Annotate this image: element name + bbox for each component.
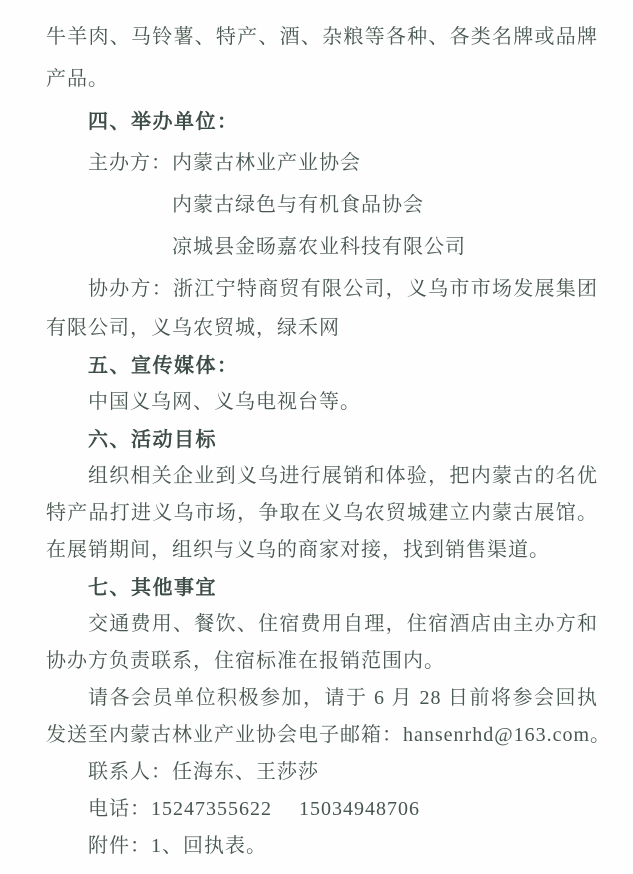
- text-line-goals-3: 在展销期间，组织与义乌的商家对接，找到销售渠道。: [46, 539, 550, 561]
- text-line-coorganizer-1: 协办方：浙江宁特商贸有限公司，义乌市市场发展集团: [88, 278, 598, 300]
- heading-section-7-other: 七、其他事宜: [88, 575, 217, 599]
- text-line-attachment: 附件：1、回执表。: [88, 835, 267, 857]
- text-line-reply-email: 发送至内蒙古林业产业协会电子邮箱：hansenrhd@163.com。: [46, 724, 612, 746]
- heading-section-5-media: 五、宣传媒体：: [88, 353, 239, 377]
- text-line-other-1: 交通费用、餐饮、住宿费用自理，住宿酒店由主办方和: [88, 613, 598, 635]
- heading-section-4-hosts: 四、举办单位：: [88, 109, 239, 133]
- heading-section-6-goals: 六、活动目标: [88, 427, 217, 451]
- text-line-organizer-2: 内蒙古绿色与有机食品协会: [172, 194, 424, 216]
- text-line-reply-1: 请各会员单位积极参加，请于 6 月 28 日前将参会回执: [88, 687, 598, 709]
- document-body: [46, 16, 612, 865]
- text-line-other-2: 协办方负责联系，住宿标准在报销范围内。: [46, 650, 445, 672]
- text-line-products-1: 牛羊肉、马铃薯、特产、酒、杂粮等各种、各类名牌或品牌: [46, 26, 598, 48]
- text-line-coorganizer-2: 有限公司，义乌农贸城，绿禾网: [46, 317, 340, 339]
- text-line-contacts: 联系人：任海东、王莎莎: [88, 761, 319, 783]
- text-line-products-2: 产品。: [46, 68, 109, 90]
- text-line-organizer-3: 凉城县金旸嘉农业科技有限公司: [172, 236, 466, 258]
- text-line-organizer-1: 主办方：内蒙古林业产业协会: [88, 152, 361, 174]
- text-line-goals-2: 特产品打进义乌市场，争取在义乌农贸城建立内蒙古展馆。: [46, 502, 598, 524]
- text-line-phones: 电话：15247355622 15034948706: [88, 798, 420, 820]
- text-line-goals-1: 组织相关企业到义乌进行展销和体验，把内蒙古的名优: [88, 465, 598, 487]
- text-line-media: 中国义乌网、义乌电视台等。: [88, 391, 361, 413]
